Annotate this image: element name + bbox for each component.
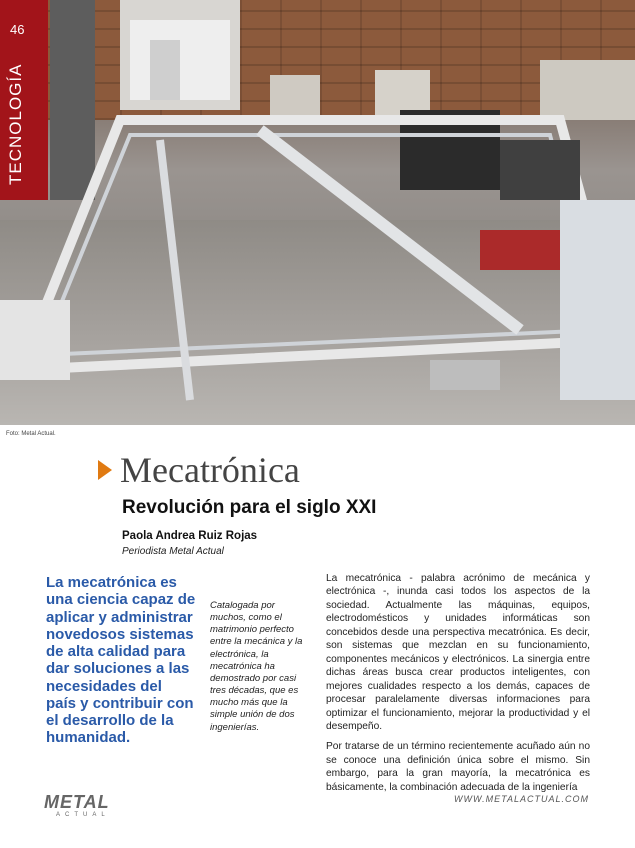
section-tab <box>0 0 48 200</box>
article-subtitle: Revolución para el siglo XXI <box>122 497 377 518</box>
page-number: 46 <box>10 22 25 37</box>
article-title-row <box>98 452 300 488</box>
body-paragraph-1: La mecatrónica - palabra acrónimo de mecánica y electrónica -, inunda casi todos los aspectos de la sociedad. Actualmente las máquinas, equipos, electrodomésticos y unidades informáticas son concebidos desde una perspectiva mecatrónica. Es decir, son sistemas que mezclan en su funcionamiento, componentes mecánicos y electrónicos. La sinergia entre dichas áreas busca crear productos inteligentes, con mejores cualidades respecto a los demás, capaces de procesar paralelamente diversas informaciones para optimizar el funcionamiento, mejorar la productividad y el desempeño. <box>326 573 590 732</box>
logo-text: METAL <box>44 792 110 812</box>
pull-quote: La mecatrónica es una ciencia capaz de aplicar y administrar novedosos sistemas de alta calidad para dar soluciones a las necesidades del país y contribuir con el desarrollo de la humanidad. <box>46 574 196 747</box>
author-name: Paola Andrea Ruiz Rojas <box>122 530 258 542</box>
footer-url[interactable]: WWW.METALACTUAL.COM <box>454 794 589 804</box>
metal-actual-logo <box>44 792 144 823</box>
section-label: TECNOLOGÍA <box>6 63 25 185</box>
play-arrow-icon <box>98 460 112 480</box>
intro-caption: Catalogada por muchos, como el matrimonio perfecto entre la mecánica y la electrónica, la mecatrónica ha demostrado por casi tres décadas, que es mucho más que la simple unión de dos ingenierías. <box>210 600 303 733</box>
photo-credit: Foto: Metal Actual. <box>6 431 56 437</box>
article-title: Mecatrónica <box>120 450 300 490</box>
logo-subtext: ACTUAL <box>56 812 110 818</box>
author-role: Periodista Metal Actual <box>122 546 224 557</box>
body-paragraph-2: Por tratarse de un término recientemente acuñado aún no se conoce una definición única sobre el mismo. Sin embargo, para la gran mayoría, la mecatrónica es básicamente, la combinación adecuada de la ingeniería <box>326 741 590 793</box>
body-column <box>326 572 590 801</box>
